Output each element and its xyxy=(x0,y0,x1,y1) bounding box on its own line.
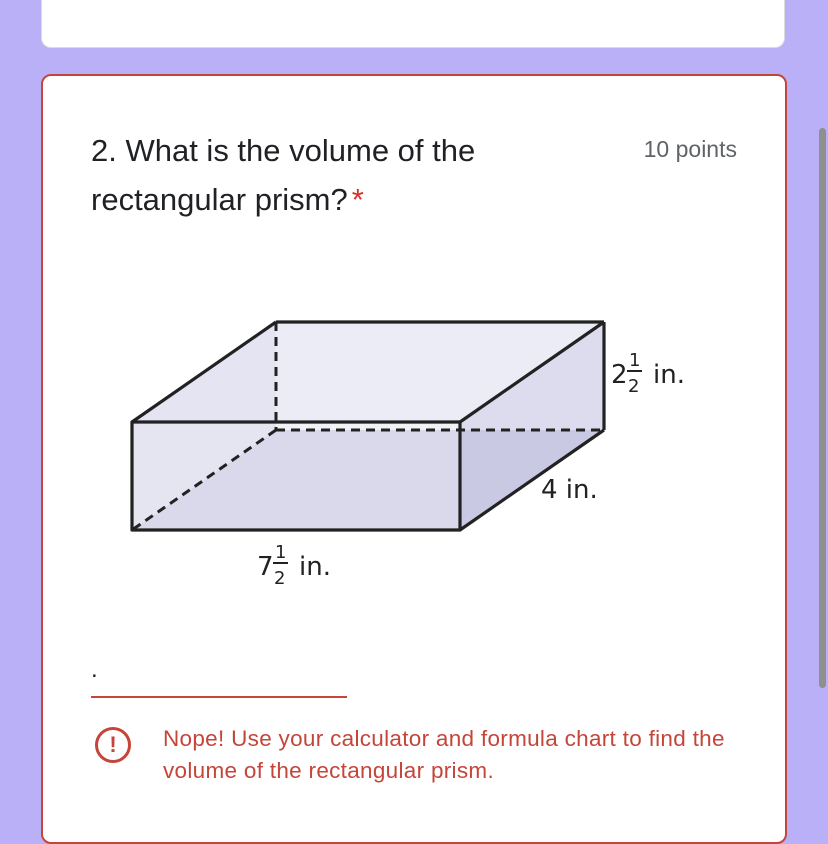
length-label xyxy=(257,542,331,589)
answer-input-underline xyxy=(91,696,347,698)
svg-text:7: 7 xyxy=(257,552,274,582)
svg-text:1: 1 xyxy=(275,542,287,563)
alert-circle-icon: ! xyxy=(95,727,131,763)
svg-text:in.: in. xyxy=(299,552,331,582)
svg-text:in.: in. xyxy=(653,360,685,390)
svg-text:1: 1 xyxy=(629,350,641,371)
answer-input[interactable]: . xyxy=(91,656,98,683)
prism-front-face xyxy=(132,422,460,530)
scrollbar[interactable] xyxy=(819,128,826,688)
depth-label: 4 in. xyxy=(541,475,598,505)
svg-text:2: 2 xyxy=(628,376,640,397)
height-label xyxy=(611,350,685,397)
feedback-text: Nope! Use your calculator and formula chart to find the volume of the rectangular prism. xyxy=(163,726,725,783)
svg-text:2: 2 xyxy=(274,568,286,589)
question-card xyxy=(41,74,787,844)
points-label: 10 points xyxy=(643,136,737,162)
required-asterisk: * xyxy=(351,182,364,217)
svg-text:2: 2 xyxy=(611,360,628,390)
previous-question-card xyxy=(41,0,785,48)
feedback-message xyxy=(95,723,755,787)
question-title xyxy=(91,126,531,224)
rectangular-prism-figure xyxy=(128,316,748,676)
question-text: 2. What is the volume of the rectangular prism? xyxy=(91,133,476,217)
